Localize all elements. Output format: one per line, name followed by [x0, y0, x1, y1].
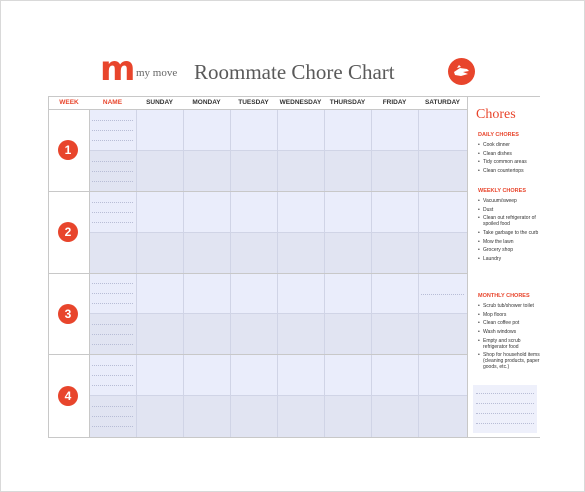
name-line: [92, 293, 133, 294]
header-monday: MONDAY: [192, 99, 221, 106]
week-badge-3: 3: [58, 304, 78, 324]
page-title: Roommate Chore Chart: [194, 60, 395, 84]
name-line: [92, 130, 133, 131]
monthly-chores-title: MONTHLY CHORES: [478, 293, 530, 299]
logo-mark: m: [100, 49, 135, 89]
list-item: • Laundry: [478, 256, 540, 262]
name-line: [92, 365, 133, 366]
name-line: [92, 212, 133, 213]
list-item: • Wash windows: [478, 329, 540, 335]
row-divider: [89, 395, 467, 396]
name-line: [92, 426, 133, 427]
sub-row-shade: [89, 396, 467, 437]
daily-chores-title: DAILY CHORES: [478, 132, 519, 138]
name-line: [92, 171, 133, 172]
name-line: [92, 202, 133, 203]
header-thursday: THURSDAY: [329, 99, 366, 106]
name-line: [92, 375, 133, 376]
header-tuesday: TUESDAY: [238, 99, 269, 106]
list-item: • Vacuum/sweep: [478, 198, 540, 204]
chore-table: [48, 96, 540, 438]
name-line: [92, 140, 133, 141]
list-item: • Mow the lawn: [478, 239, 540, 245]
week-badge-4: 4: [58, 386, 78, 406]
name-line: [92, 406, 133, 407]
list-item: • Shop for household items (cleaning products, paper goods, etc.): [478, 352, 540, 370]
weekly-chores-list: [478, 198, 540, 265]
header-saturday: SATURDAY: [424, 99, 461, 106]
list-item: • Clean out refrigerator of spoiled food: [478, 215, 540, 227]
row-divider: [89, 313, 467, 314]
list-item: • Mop floors: [478, 312, 540, 318]
week-badge-1: 1: [58, 140, 78, 160]
note-line: [476, 413, 534, 414]
name-line: [92, 416, 133, 417]
sub-row-shade: [89, 314, 467, 355]
logo-text: my move: [136, 67, 178, 79]
row-divider: [89, 232, 467, 233]
list-item: • Clean coffee pot: [478, 320, 540, 326]
name-line: [92, 222, 133, 223]
note-line: [476, 423, 534, 424]
row-divider: [89, 150, 467, 151]
name-line: [92, 334, 133, 335]
list-item: • Take garbage to the curb: [478, 230, 540, 236]
header-wednesday: WEDNESDAY: [279, 99, 322, 106]
week-badge-2: 2: [58, 222, 78, 242]
chores-panel: [467, 97, 540, 437]
week-divider: [49, 191, 467, 192]
name-line: [92, 324, 133, 325]
header-friday: FRIDAY: [382, 99, 407, 106]
header-week: WEEK: [59, 99, 79, 106]
weekly-chores-title: WEEKLY CHORES: [478, 188, 526, 194]
list-item: • Tidy common areas: [478, 159, 540, 165]
list-item: • Cook dinner: [478, 142, 540, 148]
header-sunday: SUNDAY: [146, 99, 173, 106]
daily-chores-list: [478, 142, 540, 177]
list-item: • Clean countertops: [478, 168, 540, 174]
note-line: [476, 393, 534, 394]
list-item: • Clean dishes: [478, 151, 540, 157]
list-item: • Grocery shop: [478, 247, 540, 253]
sub-row-shade: [89, 233, 467, 273]
week-divider: [49, 354, 467, 355]
note-line: [476, 403, 534, 404]
cleaning-hand-icon: [448, 58, 475, 85]
name-line: [92, 120, 133, 121]
monthly-chores-list: [478, 303, 540, 373]
name-line: [92, 161, 133, 162]
name-line: [92, 303, 133, 304]
list-item: • Scrub tub/shower toilet: [478, 303, 540, 309]
list-item: • Dust: [478, 207, 540, 213]
name-line: [92, 385, 133, 386]
week-divider: [49, 273, 467, 274]
name-line: [92, 283, 133, 284]
list-item: • Empty and scrub refrigerator food: [478, 338, 540, 350]
sub-row-shade: [89, 151, 467, 191]
name-line: [421, 294, 464, 295]
header-name: NAME: [102, 99, 123, 106]
notes-lines: [473, 385, 537, 433]
name-line: [92, 181, 133, 182]
chores-title: Chores: [476, 107, 516, 122]
name-line: [92, 344, 133, 345]
